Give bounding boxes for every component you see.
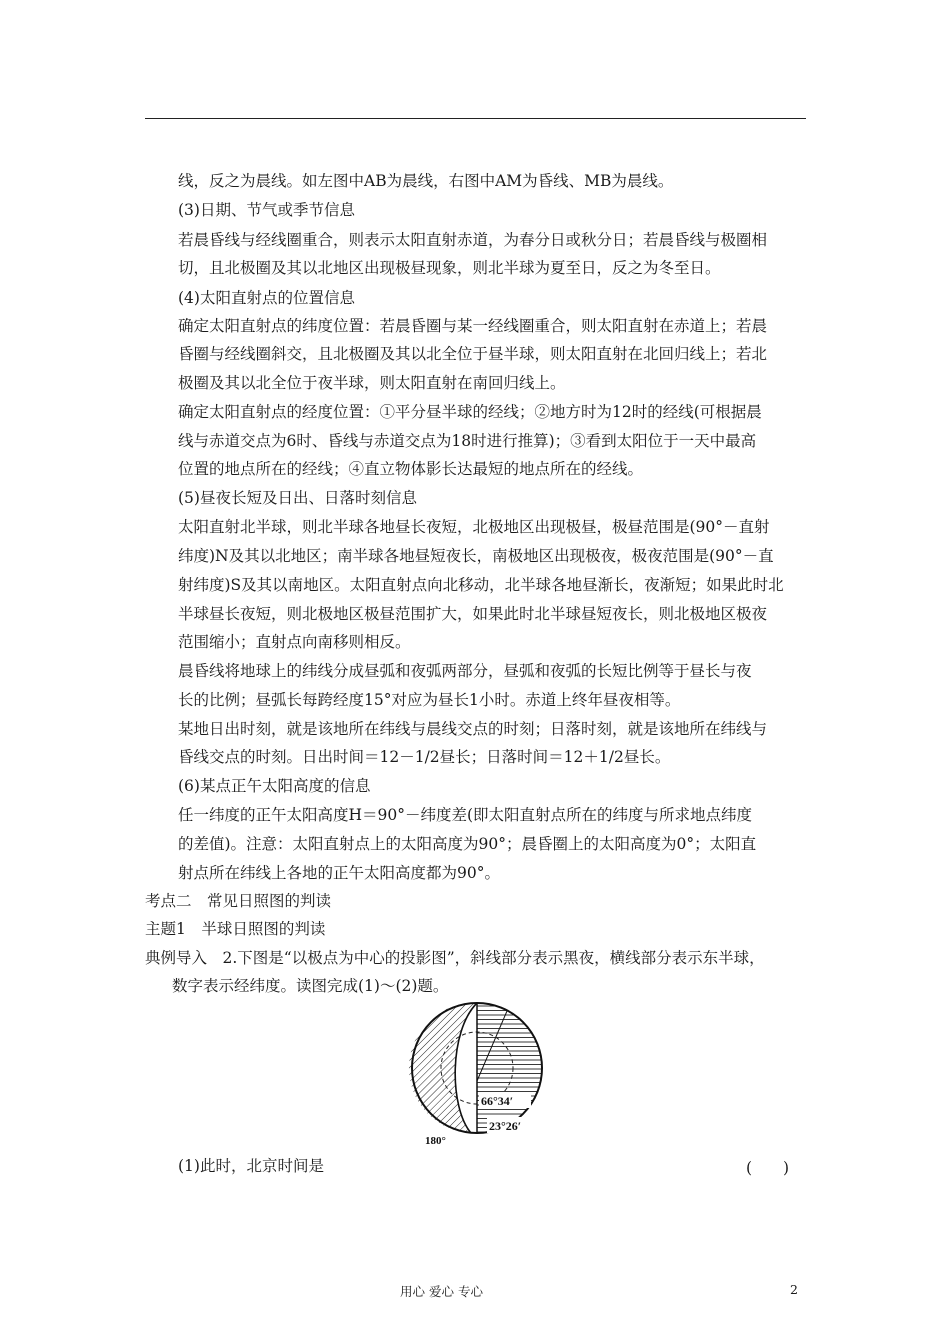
latitude-label-6634: 66°34′ bbox=[481, 1094, 514, 1108]
paragraph-line: 太阳直射北半球，则北半球各地昼长夜短，北极地区出现极昼，极昼范围是(90°－直射 bbox=[178, 518, 770, 536]
answer-blank: ( ) bbox=[746, 1159, 790, 1177]
paragraph-line: 昏线交点的时刻。日出时间＝12－1/2昼长；日落时间＝12＋1/2昼长。 bbox=[178, 748, 671, 766]
paragraph-line: 位置的地点所在的经线；④直立物体影长达最短的地点所在的经线。 bbox=[178, 460, 644, 478]
paragraph-line: 线与赤道交点为6时、昏线与赤道交点为18时进行推算)；③看到太阳位于一天中最高 bbox=[178, 432, 757, 450]
paragraph-line: 任一纬度的正午太阳高度H＝90°－纬度差(即太阳直射点所在的纬度与所求地点纬度 bbox=[178, 806, 753, 824]
paragraph-line: 长的比例；昼弧长每跨经度15°对应为昼长1小时。赤道上终年昼夜相等。 bbox=[178, 691, 681, 709]
topic-heading: 考点二 常见日照图的判读 bbox=[145, 892, 332, 910]
page-footer: 用心 爱心 专心 bbox=[400, 1284, 483, 1299]
paragraph-line: 切，且北极圈及其以北地区出现极昼现象，则北半球为夏至日，反之为冬至日。 bbox=[178, 259, 721, 277]
paragraph-line: 半球昼长夜短，则北极地区极昼范围扩大，如果此时北半球昼短夜长，则北极地区极夜 bbox=[178, 605, 768, 623]
paragraph-line: 某地日出时刻，就是该地所在纬线与晨线交点的时刻；日落时刻，就是该地所在纬线与 bbox=[178, 720, 768, 738]
section-heading: (3)日期、节气或季节信息 bbox=[178, 201, 355, 219]
longitude-label-180: 180° bbox=[425, 1135, 446, 1147]
question-1: (1)此时，北京时间是 bbox=[178, 1157, 324, 1175]
paragraph-line: 昏圈与经线圈斜交，且北极圈及其以北全位于昼半球，则太阳直射在北回归线上；若北 bbox=[178, 345, 768, 363]
example-intro-cont: 数字表示经纬度。读图完成(1)～(2)题。 bbox=[172, 977, 449, 995]
paragraph-line: 确定太阳直射点的经度位置：①平分昼半球的经线；②地方时为12时的经线(可根据晨 bbox=[178, 403, 762, 421]
section-heading: (6)某点正午太阳高度的信息 bbox=[178, 777, 371, 795]
section-heading: (5)昼夜长短及日出、日落时刻信息 bbox=[178, 489, 417, 507]
paragraph-line: 线，反之为晨线。如左图中AB为晨线，右图中AM为昏线、MB为晨线。 bbox=[178, 172, 674, 190]
paragraph-line: 极圈及其以北全位于夜半球，则太阳直射在南回归线上。 bbox=[178, 374, 566, 392]
paragraph-line: 范围缩小；直射点向南移则相反。 bbox=[178, 633, 411, 651]
paragraph-line: 射点所在纬线上各地的正午太阳高度都为90°。 bbox=[178, 864, 500, 882]
example-intro: 典例导入 2.下图是“以极点为中心的投影图”，斜线部分表示黑夜，横线部分表示东半球， bbox=[145, 949, 765, 967]
polar-projection-diagram bbox=[405, 1001, 565, 1148]
paragraph-line: 确定太阳直射点的纬度位置：若晨昏圈与某一经线圈重合，则太阳直射在赤道上；若晨 bbox=[178, 317, 768, 335]
latitude-label-2326: 23°26′ bbox=[489, 1119, 522, 1133]
paragraph-line: 射纬度)S及其以南地区。太阳直射点向北移动，北半球各地昼渐长，夜渐短；如果此时北 bbox=[178, 576, 784, 594]
paragraph-line: 纬度)N及其以北地区；南半球各地昼短夜长，南极地区出现极夜，极夜范围是(90°－直 bbox=[178, 547, 774, 565]
page-number: 2 bbox=[790, 1282, 798, 1297]
topic-heading: 主题1 半球日照图的判读 bbox=[145, 920, 326, 938]
paragraph-line: 若晨昏线与经线圈重合，则表示太阳直射赤道，为春分日或秋分日；若晨昏线与极圈相 bbox=[178, 231, 768, 249]
header-rule bbox=[145, 118, 806, 119]
section-heading: (4)太阳直射点的位置信息 bbox=[178, 289, 355, 307]
paragraph-line: 的差值)。注意：太阳直射点上的太阳高度为90°；晨昏圈上的太阳高度为0°；太阳直 bbox=[178, 835, 757, 853]
paragraph-line: 晨昏线将地球上的纬线分成昼弧和夜弧两部分，昼弧和夜弧的长短比例等于昼长与夜 bbox=[178, 662, 752, 680]
